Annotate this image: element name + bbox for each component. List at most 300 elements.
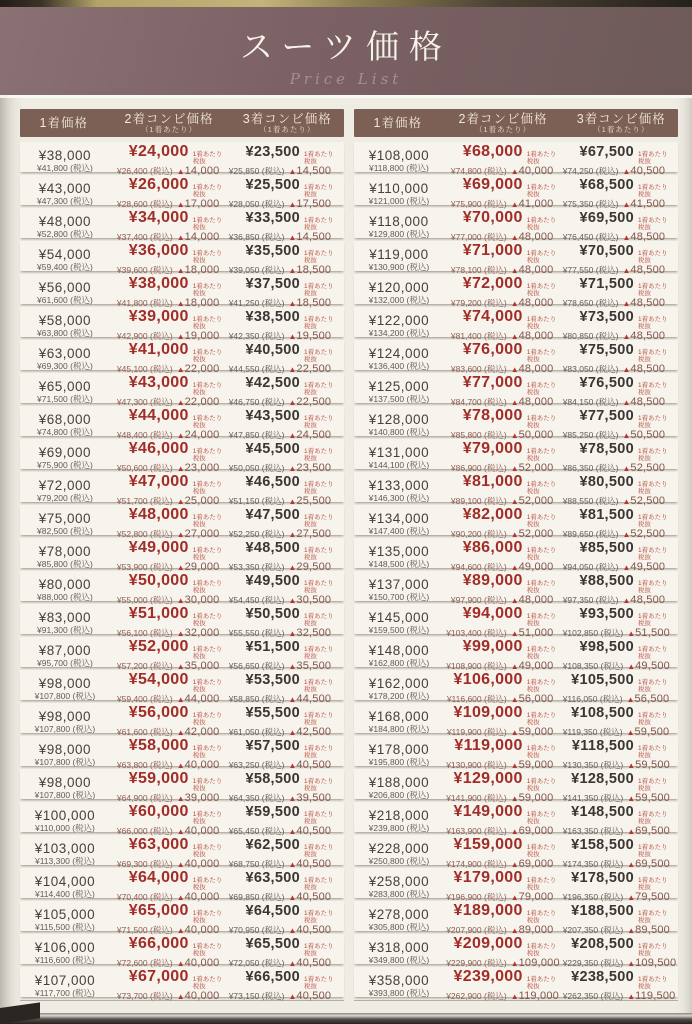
- single-suit-price-cell: [22, 210, 108, 243]
- discount-triangle-icon: ▲: [176, 200, 185, 209]
- three-suit-combo-tax-included: ¥163,350 (税込): [562, 826, 624, 836]
- three-suit-combo-tax-included: ¥77,550 (税込): [562, 265, 619, 275]
- two-suit-combo-cell: [442, 210, 563, 243]
- two-suit-combo-discount: ▲49,000: [510, 660, 554, 672]
- discount-triangle-icon: ▲: [622, 530, 631, 539]
- three-suit-combo-cell: [563, 870, 674, 903]
- single-suit-price-tax-included: ¥59,400 (税込): [37, 262, 93, 272]
- two-suit-combo-price: ¥209,000: [453, 935, 523, 952]
- price-row: [20, 670, 344, 705]
- discount-triangle-icon: ▲: [622, 563, 631, 572]
- two-suit-combo-cell: [108, 540, 229, 573]
- title-band: [0, 7, 692, 95]
- single-suit-price-cell: [356, 474, 442, 507]
- per-suit-tax-excluded-label: 1着あたり税抜: [637, 184, 668, 198]
- two-suit-combo-discount: ▲22,000: [176, 396, 220, 408]
- two-suit-combo-price: ¥59,000: [128, 770, 189, 787]
- per-suit-tax-excluded-label: 1着あたり税抜: [526, 481, 557, 495]
- discount-triangle-icon: ▲: [176, 662, 185, 671]
- three-suit-combo-price: ¥45,500: [245, 441, 300, 457]
- three-suit-combo-tax-included: ¥229,350 (税込): [562, 958, 624, 968]
- two-suit-combo-tax-included: ¥86,900 (税込): [450, 463, 507, 473]
- three-suit-combo-price: ¥118,500: [571, 738, 634, 754]
- per-suit-tax-excluded-label: 1着あたり税抜: [192, 547, 223, 561]
- two-suit-combo-tax-included: ¥50,600 (税込): [116, 463, 173, 473]
- three-suit-combo-cell: [563, 408, 674, 441]
- two-suit-combo-cell: [108, 936, 229, 969]
- per-suit-tax-excluded-label: 1着あたり税抜: [637, 481, 668, 495]
- single-suit-price-tax-included: ¥148,500 (税込): [368, 559, 430, 569]
- single-suit-price-tax-included: ¥283,800 (税込): [368, 889, 430, 899]
- two-suit-combo-price: ¥47,000: [128, 473, 189, 490]
- two-suit-combo-tax-included: ¥55,000 (税込): [116, 595, 173, 605]
- price-row: [354, 472, 678, 507]
- two-suit-combo-cell: [442, 738, 563, 771]
- two-suit-combo-tax-included: ¥77,000 (税込): [450, 232, 507, 242]
- per-suit-tax-excluded-label: 1着あたり税抜: [192, 514, 223, 528]
- per-suit-tax-excluded-label: 1着あたり税抜: [192, 580, 223, 594]
- per-suit-tax-excluded-label: 1着あたり税抜: [303, 349, 334, 363]
- three-suit-combo-discount: ▲22,500: [288, 396, 332, 408]
- discount-triangle-icon: ▲: [627, 926, 636, 935]
- three-suit-combo-price: ¥35,500: [245, 243, 300, 259]
- per-suit-tax-excluded-label: 1着あたり税抜: [637, 646, 668, 660]
- single-suit-price: ¥125,000: [368, 379, 430, 394]
- discount-triangle-icon: ▲: [627, 662, 636, 671]
- two-suit-combo-price: ¥70,000: [462, 209, 523, 226]
- per-suit-tax-excluded-label: 1着あたり税抜: [192, 745, 223, 759]
- single-suit-price-tax-included: ¥162,800 (税込): [368, 658, 430, 668]
- per-suit-tax-excluded-label: 1着あたり税抜: [637, 877, 668, 891]
- two-suit-combo-discount: ▲40,000: [176, 957, 220, 969]
- two-suit-combo-discount: ▲48,000: [510, 330, 554, 342]
- three-suit-combo-discount: ▲39,500: [288, 792, 332, 804]
- three-suit-combo-tax-included: ¥141,350 (税込): [562, 793, 624, 803]
- three-suit-combo-price: ¥75,500: [579, 342, 634, 358]
- three-suit-combo-cell: [229, 540, 340, 573]
- single-suit-price-tax-included: ¥107,800 (税込): [34, 757, 96, 767]
- two-suit-combo-tax-included: ¥130,900 (税込): [446, 760, 507, 770]
- single-suit-price-cell: [22, 573, 108, 606]
- single-suit-price-tax-included: ¥195,800 (税込): [368, 757, 430, 767]
- three-suit-combo-cell: [563, 507, 674, 540]
- discount-triangle-icon: ▲: [510, 530, 519, 539]
- per-suit-tax-excluded-label: 1着あたり税抜: [303, 844, 334, 858]
- two-suit-combo-price: ¥89,000: [462, 572, 523, 589]
- discount-triangle-icon: ▲: [627, 761, 636, 770]
- single-suit-price: ¥162,000: [368, 676, 430, 691]
- per-suit-tax-excluded-label: 1着あたり税抜: [637, 844, 668, 858]
- three-suit-combo-price: ¥108,500: [571, 705, 634, 721]
- discount-triangle-icon: ▲: [176, 596, 185, 605]
- price-row: [354, 571, 678, 606]
- three-suit-combo-discount: ▲52,500: [622, 495, 666, 507]
- two-suit-combo-cell: [442, 408, 563, 441]
- per-suit-tax-excluded-label: 1着あたり税抜: [526, 316, 557, 330]
- per-suit-tax-excluded-label: 1着あたり税抜: [192, 283, 223, 297]
- per-suit-tax-excluded-label: 1着あたり税抜: [637, 613, 668, 627]
- single-suit-price-cell: [22, 969, 108, 1002]
- single-suit-price-cell: [22, 507, 108, 540]
- three-suit-combo-tax-included: ¥85,250 (税込): [562, 430, 619, 440]
- two-suit-combo-tax-included: ¥53,900 (税込): [116, 562, 173, 572]
- two-suit-combo-price: ¥49,000: [128, 539, 189, 556]
- per-suit-tax-excluded-label: 1着あたり税抜: [303, 778, 334, 792]
- three-suit-combo-discount: ▲41,500: [622, 198, 666, 210]
- three-suit-combo-discount: ▲109,500: [627, 957, 677, 969]
- three-suit-combo-cell: [229, 606, 340, 639]
- two-suit-combo-discount: ▲14,000: [176, 165, 220, 177]
- three-suit-combo-discount: ▲30,500: [288, 594, 332, 606]
- discount-triangle-icon: ▲: [176, 959, 185, 968]
- three-suit-combo-discount: ▲49,500: [627, 660, 670, 672]
- price-row: [354, 307, 678, 342]
- per-suit-tax-excluded-label: 1着あたり税抜: [526, 415, 557, 429]
- two-suit-combo-price: ¥189,000: [453, 902, 523, 919]
- two-suit-combo-discount: ▲40,000: [176, 990, 220, 1002]
- three-suit-combo-discount: ▲14,500: [288, 165, 332, 177]
- price-row: [20, 637, 344, 672]
- two-suit-combo-cell: [108, 837, 229, 870]
- three-suit-combo-cell: [563, 144, 674, 177]
- three-suit-combo-cell: [563, 210, 674, 243]
- price-row: [354, 241, 678, 276]
- per-suit-tax-excluded-label: 1着あたり税抜: [192, 184, 223, 198]
- discount-triangle-icon: ▲: [622, 233, 631, 242]
- three-suit-combo-price: ¥47,500: [245, 507, 300, 523]
- shelf-edge-bottom: [0, 1013, 692, 1024]
- single-suit-price: ¥145,000: [368, 610, 430, 625]
- discount-triangle-icon: ▲: [288, 464, 297, 473]
- two-suit-combo-cell: [442, 309, 563, 342]
- per-suit-tax-excluded-label: 1着あたり税抜: [637, 976, 668, 990]
- two-suit-combo-cell: [108, 771, 229, 804]
- two-suit-combo-discount: ▲40,000: [176, 759, 220, 771]
- three-suit-combo-cell: [563, 441, 674, 474]
- price-row: [20, 472, 344, 507]
- discount-triangle-icon: ▲: [176, 365, 185, 374]
- single-suit-price-tax-included: ¥184,800 (税込): [368, 724, 430, 734]
- two-suit-combo-cell: [442, 705, 563, 738]
- three-suit-combo-price: ¥73,500: [579, 309, 634, 325]
- discount-triangle-icon: ▲: [288, 992, 297, 1001]
- three-suit-combo-discount: ▲40,500: [288, 858, 332, 870]
- two-suit-combo-cell: [442, 144, 563, 177]
- three-suit-combo-cell: [229, 342, 340, 375]
- two-suit-combo-tax-included: ¥28,600 (税込): [116, 199, 173, 209]
- two-suit-combo-discount: ▲59,000: [510, 792, 554, 804]
- three-suit-combo-cell: [229, 639, 340, 672]
- two-suit-combo-price: ¥78,000: [462, 407, 523, 424]
- two-suit-combo-cell: [442, 474, 563, 507]
- two-suit-combo-price: ¥38,000: [128, 275, 189, 292]
- per-suit-tax-excluded-label: 1着あたり税抜: [526, 217, 557, 231]
- per-suit-tax-excluded-label: 1着あたり税抜: [192, 382, 223, 396]
- price-row: [20, 340, 344, 375]
- single-suit-price-cell: [356, 870, 442, 903]
- single-suit-price-cell: [356, 771, 442, 804]
- two-suit-combo-discount: ▲89,000: [510, 924, 554, 936]
- single-suit-price-cell: [356, 738, 442, 771]
- two-suit-combo-price: ¥82,000: [462, 506, 523, 523]
- single-suit-price-cell: [22, 144, 108, 177]
- two-suit-combo-cell: [108, 210, 229, 243]
- discount-triangle-icon: ▲: [176, 167, 185, 176]
- discount-triangle-icon: ▲: [510, 629, 519, 638]
- two-suit-combo-discount: ▲19,000: [176, 330, 220, 342]
- single-suit-price-tax-included: ¥118,800 (税込): [368, 163, 429, 173]
- column-header-one-piece: 1着価格: [373, 115, 422, 130]
- single-suit-price: ¥131,000: [368, 445, 430, 460]
- two-suit-combo-discount: ▲40,000: [176, 825, 220, 837]
- two-suit-combo-price: ¥149,000: [453, 803, 523, 820]
- single-suit-price-cell: [356, 573, 442, 606]
- per-suit-tax-excluded-label: 1着あたり税抜: [303, 976, 334, 990]
- three-suit-combo-tax-included: ¥262,350 (税込): [562, 991, 624, 1001]
- two-suit-combo-discount: ▲50,000: [510, 429, 554, 441]
- three-suit-combo-cell: [229, 210, 340, 243]
- discount-triangle-icon: ▲: [510, 431, 519, 440]
- single-suit-price-tax-included: ¥63,800 (税込): [37, 328, 93, 338]
- discount-triangle-icon: ▲: [510, 959, 519, 968]
- discount-triangle-icon: ▲: [622, 167, 631, 176]
- three-suit-combo-tax-included: ¥51,150 (税込): [228, 496, 285, 506]
- single-suit-price-cell: [356, 540, 442, 573]
- single-suit-price-tax-included: ¥88,000 (税込): [37, 592, 93, 602]
- single-suit-price: ¥318,000: [368, 940, 430, 955]
- price-row: [20, 967, 344, 1002]
- price-row: [354, 175, 678, 210]
- single-suit-price: ¥258,000: [368, 874, 430, 889]
- discount-triangle-icon: ▲: [288, 200, 297, 209]
- price-row: [354, 835, 678, 870]
- three-suit-combo-cell: [229, 276, 340, 309]
- single-suit-price-cell: [356, 144, 442, 177]
- single-suit-price-tax-included: ¥41,800 (税込): [37, 163, 93, 173]
- discount-triangle-icon: ▲: [176, 398, 185, 407]
- two-suit-combo-tax-included: ¥103,400 (税込): [446, 628, 507, 638]
- two-suit-combo-tax-included: ¥70,400 (税込): [116, 892, 173, 902]
- two-suit-combo-tax-included: ¥196,900 (税込): [446, 892, 507, 902]
- price-row: [354, 142, 678, 177]
- three-suit-combo-cell: [562, 936, 677, 969]
- column-header-three-piece-combo: 3着コンビ価格 （1着あたり）: [242, 111, 332, 134]
- three-suit-combo-tax-included: ¥36,850 (税込): [228, 232, 285, 242]
- single-suit-price-tax-included: ¥107,800 (税込): [34, 691, 96, 701]
- per-suit-tax-excluded-label: 1着あたり税抜: [637, 349, 668, 363]
- discount-triangle-icon: ▲: [176, 827, 185, 836]
- single-suit-price-cell: [356, 243, 442, 276]
- single-suit-price: ¥124,000: [368, 346, 430, 361]
- per-suit-tax-excluded-label: 1着あたり税抜: [303, 547, 334, 561]
- discount-triangle-icon: ▲: [288, 596, 297, 605]
- single-suit-price-cell: [356, 705, 442, 738]
- single-suit-price: ¥188,000: [368, 775, 430, 790]
- price-row: [354, 406, 678, 441]
- single-suit-price-cell: [22, 870, 108, 903]
- two-suit-combo-price: ¥68,000: [462, 143, 523, 160]
- price-row: [354, 670, 678, 705]
- three-suit-combo-price: ¥58,500: [245, 771, 300, 787]
- price-row: [20, 307, 344, 342]
- price-row: [354, 604, 678, 639]
- two-suit-combo-tax-included: ¥85,800 (税込): [450, 430, 507, 440]
- three-suit-combo-discount: ▲32,500: [288, 627, 332, 639]
- two-suit-combo-tax-included: ¥119,900 (税込): [446, 727, 507, 737]
- single-suit-price-cell: [356, 408, 442, 441]
- three-suit-combo-discount: ▲69,500: [627, 858, 670, 870]
- single-suit-price: ¥78,000: [38, 544, 92, 559]
- discount-triangle-icon: ▲: [510, 563, 519, 572]
- two-suit-combo-cell: [442, 276, 563, 309]
- price-row: [20, 736, 344, 771]
- three-suit-combo-price: ¥158,500: [571, 837, 634, 853]
- three-suit-combo-cell: [563, 705, 674, 738]
- two-suit-combo-discount: ▲17,000: [176, 198, 220, 210]
- single-suit-price-tax-included: ¥71,500 (税込): [37, 394, 93, 404]
- discount-triangle-icon: ▲: [288, 497, 297, 506]
- per-suit-tax-excluded-label: 1着あたり税抜: [637, 250, 668, 264]
- three-suit-combo-tax-included: ¥119,350 (税込): [562, 727, 623, 737]
- three-suit-combo-cell: [229, 507, 340, 540]
- three-suit-combo-cell: [563, 639, 674, 672]
- table-rows: [354, 142, 678, 1002]
- three-suit-combo-discount: ▲48,500: [622, 231, 666, 243]
- per-suit-tax-excluded-label: 1着あたり税抜: [303, 250, 334, 264]
- single-suit-price-tax-included: ¥150,700 (税込): [368, 592, 430, 602]
- two-suit-combo-tax-included: ¥78,100 (税込): [450, 265, 507, 275]
- discount-triangle-icon: ▲: [622, 200, 631, 209]
- single-suit-price-cell: [22, 177, 108, 210]
- two-suit-combo-price: ¥76,000: [462, 341, 523, 358]
- discount-triangle-icon: ▲: [176, 266, 185, 275]
- single-suit-price: ¥135,000: [368, 544, 430, 559]
- three-suit-combo-discount: ▲50,500: [622, 429, 666, 441]
- three-suit-combo-tax-included: ¥25,850 (税込): [228, 166, 285, 176]
- discount-triangle-icon: ▲: [288, 959, 297, 968]
- two-suit-combo-discount: ▲59,000: [510, 759, 554, 771]
- three-suit-combo-discount: ▲59,500: [627, 759, 670, 771]
- two-suit-combo-price: ¥81,000: [462, 473, 523, 490]
- per-suit-tax-excluded-label: 1着あたり税抜: [192, 646, 223, 660]
- single-suit-price: ¥168,000: [368, 709, 430, 724]
- two-suit-combo-price: ¥106,000: [453, 671, 523, 688]
- table-header: [354, 109, 678, 137]
- single-suit-price-cell: [356, 276, 442, 309]
- price-row: [20, 868, 344, 903]
- two-suit-combo-tax-included: ¥71,500 (税込): [116, 925, 173, 935]
- single-suit-price: ¥87,000: [38, 643, 92, 658]
- discount-triangle-icon: ▲: [288, 167, 297, 176]
- per-suit-tax-excluded-label: 1着あたり税抜: [192, 943, 223, 957]
- two-suit-combo-price: ¥60,000: [128, 803, 189, 820]
- per-suit-tax-excluded-label: 1着あたり税抜: [637, 943, 668, 957]
- three-suit-combo-discount: ▲18,500: [288, 264, 332, 276]
- price-row: [20, 208, 344, 243]
- three-suit-combo-discount: ▲14,500: [288, 231, 332, 243]
- two-suit-combo-price: ¥39,000: [128, 308, 189, 325]
- two-suit-combo-discount: ▲79,000: [510, 891, 554, 903]
- two-suit-combo-cell: [442, 903, 563, 936]
- two-suit-combo-tax-included: ¥229,900 (税込): [446, 958, 507, 968]
- single-suit-price-cell: [22, 276, 108, 309]
- single-suit-price: ¥103,000: [34, 841, 96, 856]
- two-suit-combo-tax-included: ¥66,000 (税込): [116, 826, 173, 836]
- per-suit-tax-excluded-label: 1着あたり税抜: [192, 613, 223, 627]
- discount-triangle-icon: ▲: [626, 695, 635, 704]
- discount-triangle-icon: ▲: [176, 629, 185, 638]
- three-suit-combo-tax-included: ¥58,850 (税込): [228, 694, 285, 704]
- three-suit-combo-cell: [229, 441, 340, 474]
- three-suit-combo-price: ¥59,500: [245, 804, 300, 820]
- per-suit-tax-excluded-label: 1着あたり税抜: [303, 877, 334, 891]
- three-suit-combo-tax-included: ¥76,450 (税込): [562, 232, 619, 242]
- single-suit-price-tax-included: ¥74,800 (税込): [37, 427, 93, 437]
- shelf-background-top: [0, 0, 692, 7]
- discount-triangle-icon: ▲: [288, 893, 297, 902]
- two-suit-combo-price: ¥58,000: [128, 737, 189, 754]
- three-suit-combo-cell: [563, 738, 674, 771]
- discount-triangle-icon: ▲: [288, 728, 297, 737]
- three-suit-combo-price: ¥178,500: [571, 870, 634, 886]
- three-suit-combo-discount: ▲18,500: [288, 297, 332, 309]
- per-suit-tax-excluded-label: 1着あたり税抜: [303, 283, 334, 297]
- single-suit-price-tax-included: ¥110,000 (税込): [34, 823, 95, 833]
- three-suit-combo-price: ¥98,500: [579, 639, 634, 655]
- single-suit-price-cell: [356, 837, 442, 870]
- single-suit-price: ¥54,000: [38, 247, 92, 262]
- three-suit-combo-price: ¥188,500: [571, 903, 634, 919]
- three-suit-combo-discount: ▲40,500: [288, 759, 332, 771]
- two-suit-combo-tax-included: ¥52,800 (税込): [116, 529, 173, 539]
- single-suit-price: ¥106,000: [34, 940, 96, 955]
- price-row: [354, 901, 678, 936]
- three-suit-combo-price: ¥78,500: [579, 441, 634, 457]
- discount-triangle-icon: ▲: [510, 266, 519, 275]
- single-suit-price-cell: [356, 936, 442, 969]
- two-suit-combo-cell: [108, 903, 229, 936]
- two-suit-combo-tax-included: ¥39,600 (税込): [116, 265, 173, 275]
- single-suit-price-cell: [22, 606, 108, 639]
- three-suit-combo-price: ¥46,500: [245, 474, 300, 490]
- per-suit-tax-excluded-label: 1着あたり税抜: [526, 613, 557, 627]
- discount-triangle-icon: ▲: [288, 761, 297, 770]
- three-suit-combo-tax-included: ¥64,350 (税込): [228, 793, 285, 803]
- two-suit-combo-tax-included: ¥141,900 (税込): [446, 793, 507, 803]
- single-suit-price-tax-included: ¥47,300 (税込): [37, 196, 93, 206]
- two-suit-combo-tax-included: ¥83,600 (税込): [450, 364, 507, 374]
- three-suit-combo-tax-included: ¥207,350 (税込): [562, 925, 624, 935]
- price-row: [354, 802, 678, 837]
- discount-triangle-icon: ▲: [176, 464, 185, 473]
- single-suit-price: ¥133,000: [368, 478, 430, 493]
- discount-triangle-icon: ▲: [510, 497, 519, 506]
- three-suit-combo-cell: [563, 276, 674, 309]
- per-suit-tax-excluded-label: 1着あたり税抜: [192, 151, 223, 165]
- three-suit-combo-tax-included: ¥55,550 (税込): [228, 628, 285, 638]
- two-suit-combo-price: ¥63,000: [128, 836, 189, 853]
- price-row: [20, 802, 344, 837]
- single-suit-price-cell: [22, 738, 108, 771]
- two-suit-combo-tax-included: ¥79,200 (税込): [450, 298, 507, 308]
- three-suit-combo-discount: ▲29,500: [288, 561, 332, 573]
- two-suit-combo-cell: [442, 639, 563, 672]
- per-suit-tax-excluded-label: 1着あたり税抜: [303, 646, 334, 660]
- per-suit-tax-excluded-label: 1着あたり税抜: [192, 217, 223, 231]
- per-suit-tax-excluded-label: 1着あたり税抜: [637, 580, 668, 594]
- single-suit-price-cell: [356, 639, 442, 672]
- table-rows: [20, 142, 344, 1002]
